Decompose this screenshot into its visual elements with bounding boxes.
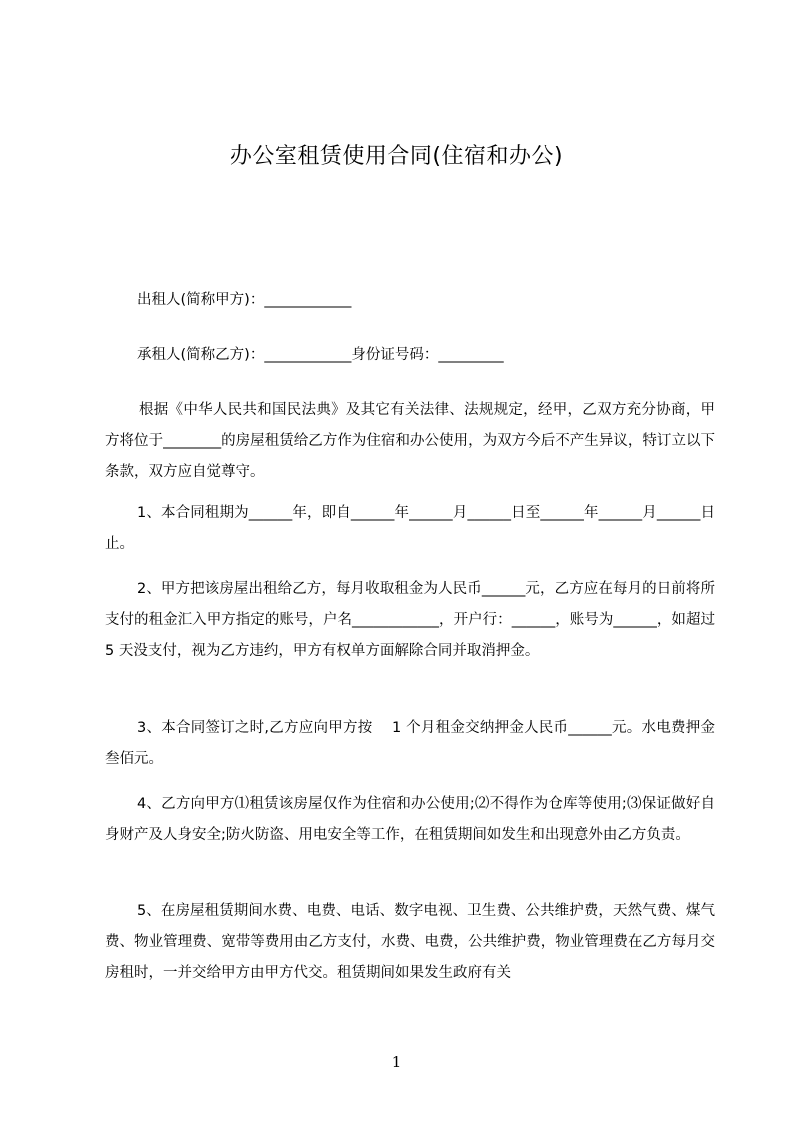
clause-5-paragraph: 5、在房屋租赁期间水费、电费、电话、数字电视、卫生费、公共维护费，天然气费、煤气费、物业管理费、宽带等费用由乙方支付，水费、电费，公共维护费，物业管理费在乙方每月交房租时，一并交给甲方由甲方代交。租赁期间如果发生政府有关	[105, 903, 715, 981]
document-title: 办公室租赁使用合同(住宿和办公)	[229, 144, 564, 169]
clause-1-paragraph: 1、本合同租期为______年，即自______年______月______日至______年______月______日止。	[105, 505, 715, 552]
clause-2-paragraph: 2、甲方把该房屋出租给乙方，每月收取租金为人民币______元，乙方应在每月的日前将所支付的租金汇入甲方指定的账号，户名____________，开户行：______，账号为______，如超过 5 天没支付，视为乙方违约，甲方有权单方面解除合同并取消押金。	[105, 581, 715, 659]
clause-4-paragraph: 4、乙方向甲方⑴租赁该房屋仅作为住宿和办公使用;⑵不得作为仓库等使用;⑶保证做好自身财产及人身安全;防火防盗、用电安全等工作，在租赁期间如发生和出现意外由乙方负责。	[105, 796, 715, 843]
preamble-paragraph: 根据《中华人民共和国民法典》及其它有关法律、法规规定，经甲，乙双方充分协商，甲方将位于________的房屋租赁给乙方作为住宿和办公使用，为双方今后不产生异议，特订立以下条款，双方应自觉尊守。	[105, 402, 715, 480]
lessee-line: 承租人(简称乙方)：____________身份证号码：_________	[137, 347, 504, 363]
clause-3-paragraph: 3、本合同签订之时,乙方应向甲方按 1 个月租金交纳押金人民币______元。水电费押金叁佰元。	[105, 720, 715, 767]
lessor-line: 出租人(简称甲方)：____________	[137, 292, 352, 308]
page-number: 1	[391, 1053, 402, 1071]
